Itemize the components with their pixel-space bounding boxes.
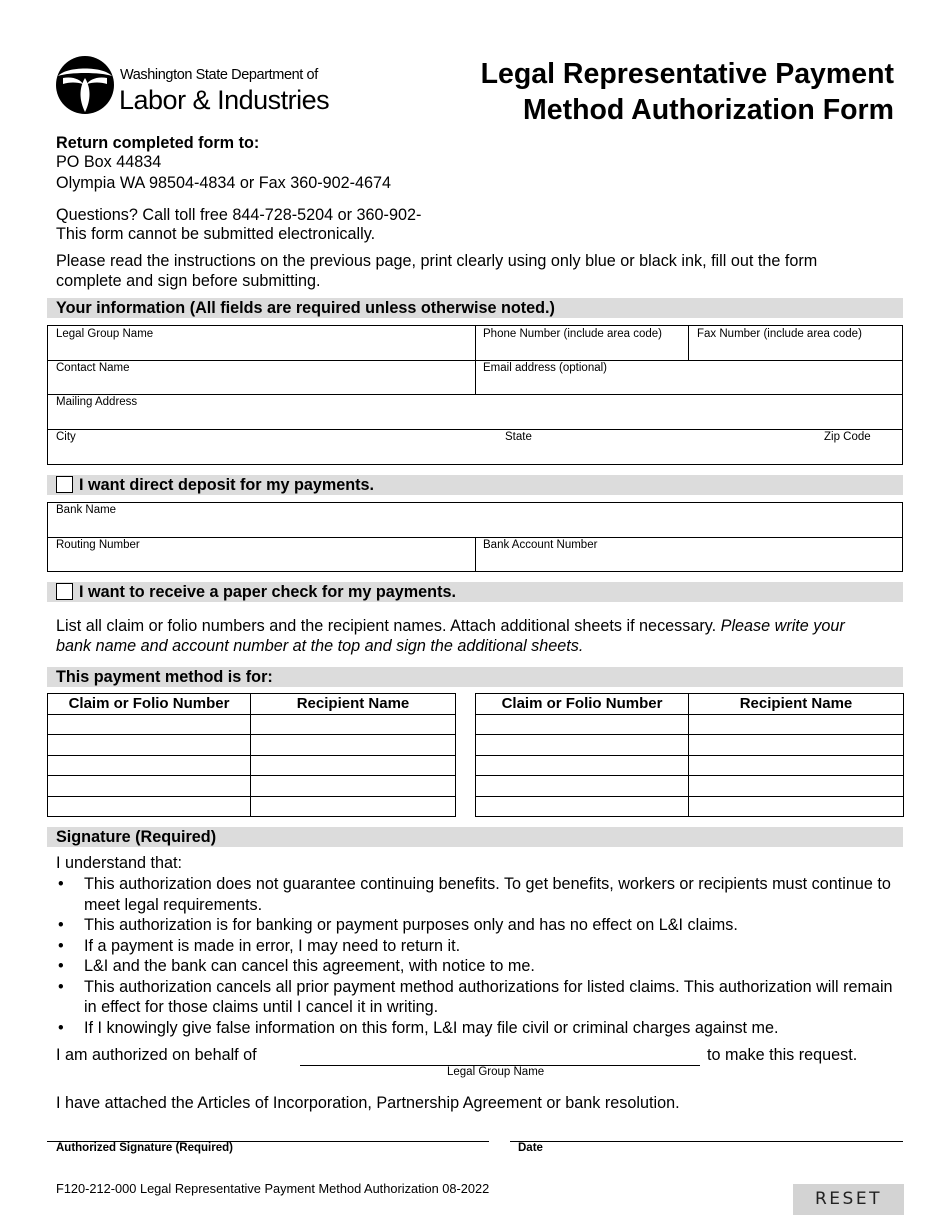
bank-account-field[interactable] <box>476 538 903 571</box>
contact-name-label: Contact Name <box>56 362 130 374</box>
zip-label: Zip Code <box>824 431 871 443</box>
bank-name-field[interactable] <box>48 503 903 538</box>
claim-number-cell[interactable] <box>476 755 689 776</box>
instructions-line2: complete and sign before submitting. <box>56 272 321 290</box>
paper-check-bar <box>47 582 903 602</box>
attached-text: I have attached the Articles of Incorporation, Partnership Agreement or bank resolution. <box>56 1094 680 1112</box>
your-info-fields <box>47 325 903 465</box>
direct-deposit-bar <box>47 475 903 495</box>
electronic-note: This form cannot be submitted electronically. <box>56 225 376 243</box>
form-title <box>414 56 894 128</box>
logo-department-text: Washington State Department of <box>120 67 318 83</box>
questions-text: Questions? Call toll free 844-728-5204 or 360-902- <box>56 206 422 224</box>
claim-number-header: Claim or Folio Number <box>48 694 251 715</box>
routing-number-field[interactable] <box>48 538 476 571</box>
instructions-line1: Please read the instructions on the previous page, print clearly using only blue or black ink, fill out the form <box>56 252 818 270</box>
form-title-line2: Method Authorization Form <box>523 94 894 126</box>
return-heading: Return completed form to: <box>56 134 260 152</box>
reset-button[interactable]: RESET <box>793 1184 904 1215</box>
recipient-name-cell[interactable] <box>251 755 456 776</box>
recipient-name-header: Recipient Name <box>251 694 456 715</box>
understand-text: I understand that: <box>56 854 182 872</box>
recipient-name-cell[interactable] <box>689 735 904 756</box>
recipient-name-cell[interactable] <box>251 796 456 817</box>
term-item: • If a payment is made in error, I may need to return it. <box>56 936 896 957</box>
paper-check-heading: I want to receive a paper check for my payments. <box>79 583 456 601</box>
claim-number-header: Claim or Folio Number <box>476 694 689 715</box>
recipient-name-cell[interactable] <box>251 735 456 756</box>
claims-note-line2: bank name and account number at the top and sign the additional sheets. <box>56 637 584 655</box>
email-field[interactable] <box>476 361 903 395</box>
logo-agency-text: Labor & Industries <box>119 85 330 115</box>
recipient-name-header: Recipient Name <box>689 694 904 715</box>
recipient-name-cell[interactable] <box>689 776 904 797</box>
form-title-line1: Legal Representative Payment <box>480 58 894 90</box>
recipient-name-cell[interactable] <box>251 776 456 797</box>
bank-account-label: Bank Account Number <box>483 539 598 551</box>
state-label: State <box>505 431 532 443</box>
claims-table-left <box>47 693 456 817</box>
claim-number-cell[interactable] <box>476 796 689 817</box>
date-label: Date <box>518 1142 543 1154</box>
claim-number-cell[interactable] <box>48 776 251 797</box>
term-item: • L&I and the bank can cancel this agreement, with notice to me. <box>56 956 896 977</box>
authorized-suffix: to make this request. <box>707 1046 858 1064</box>
return-address-line1: PO Box 44834 <box>56 153 162 171</box>
date-line[interactable] <box>510 1141 903 1142</box>
your-info-heading: Your information (All fields are required unless otherwise noted.) <box>47 298 903 318</box>
bank-name-label: Bank Name <box>56 504 117 516</box>
legal-group-line-label: Legal Group Name <box>447 1066 545 1078</box>
recipient-name-cell[interactable] <box>689 755 904 776</box>
legal-group-name-field[interactable] <box>48 326 476 361</box>
contact-name-field[interactable] <box>48 361 476 395</box>
claim-number-cell[interactable] <box>476 735 689 756</box>
phone-number-field[interactable] <box>476 326 689 361</box>
li-logo-icon <box>55 54 115 116</box>
claim-number-cell[interactable] <box>48 714 251 735</box>
fax-number-label: Fax Number (include area code) <box>697 328 862 340</box>
return-address-line2: Olympia WA 98504-4834 or Fax 360-902-4674 <box>56 174 392 192</box>
recipient-name-cell[interactable] <box>689 796 904 817</box>
mailing-address-label: Mailing Address <box>56 396 138 408</box>
authorized-signature-label: Authorized Signature (Required) <box>56 1142 233 1154</box>
mailing-address-field[interactable] <box>48 395 903 430</box>
email-label: Email address (optional) <box>483 362 608 374</box>
legal-group-name-label: Legal Group Name <box>56 328 154 340</box>
form-id-footer: F120-212-000 Legal Representative Payment Method Authorization 08-2022 <box>56 1181 490 1196</box>
term-item: • This authorization cancels all prior payment method authorizations for listed claims. This authorization will remain in effect for those claims until I cancel it in writing. <box>56 977 896 1018</box>
direct-deposit-fields <box>47 502 903 572</box>
claim-number-cell[interactable] <box>48 755 251 776</box>
city-state-zip-field[interactable] <box>48 430 903 464</box>
claim-number-cell[interactable] <box>476 714 689 735</box>
recipient-name-cell[interactable] <box>251 714 456 735</box>
fax-number-field[interactable] <box>689 326 903 361</box>
claim-number-cell[interactable] <box>476 776 689 797</box>
claims-note-line1 <box>56 617 845 637</box>
routing-number-label: Routing Number <box>56 539 140 551</box>
city-label: City <box>56 431 76 443</box>
direct-deposit-checkbox[interactable] <box>56 476 73 493</box>
payment-for-heading: This payment method is for: <box>47 667 903 687</box>
phone-number-label: Phone Number (include area code) <box>483 328 662 340</box>
recipient-name-cell[interactable] <box>689 714 904 735</box>
term-item: • If I knowingly give false information on this form, L&I may file civil or criminal charges against me. <box>56 1018 896 1039</box>
authorized-prefix: I am authorized on behalf of <box>56 1046 257 1064</box>
claims-note-italic-start: Please write your <box>720 617 845 635</box>
paper-check-checkbox[interactable] <box>56 583 73 600</box>
direct-deposit-heading: I want direct deposit for my payments. <box>79 476 375 494</box>
terms-list <box>56 874 896 1038</box>
term-item: • This authorization does not guarantee continuing benefits. To get benefits, workers or recipients must continue to meet legal requirements. <box>56 874 896 915</box>
claims-note-text: List all claim or folio numbers and the recipient names. Attach additional sheets if necessary. <box>56 617 717 635</box>
claim-number-cell[interactable] <box>48 735 251 756</box>
term-item: • This authorization is for banking or payment purposes only and has no effect on L&I claims. <box>56 915 896 936</box>
claims-table-right <box>475 693 904 817</box>
signature-heading: Signature (Required) <box>47 827 903 847</box>
claim-number-cell[interactable] <box>48 796 251 817</box>
